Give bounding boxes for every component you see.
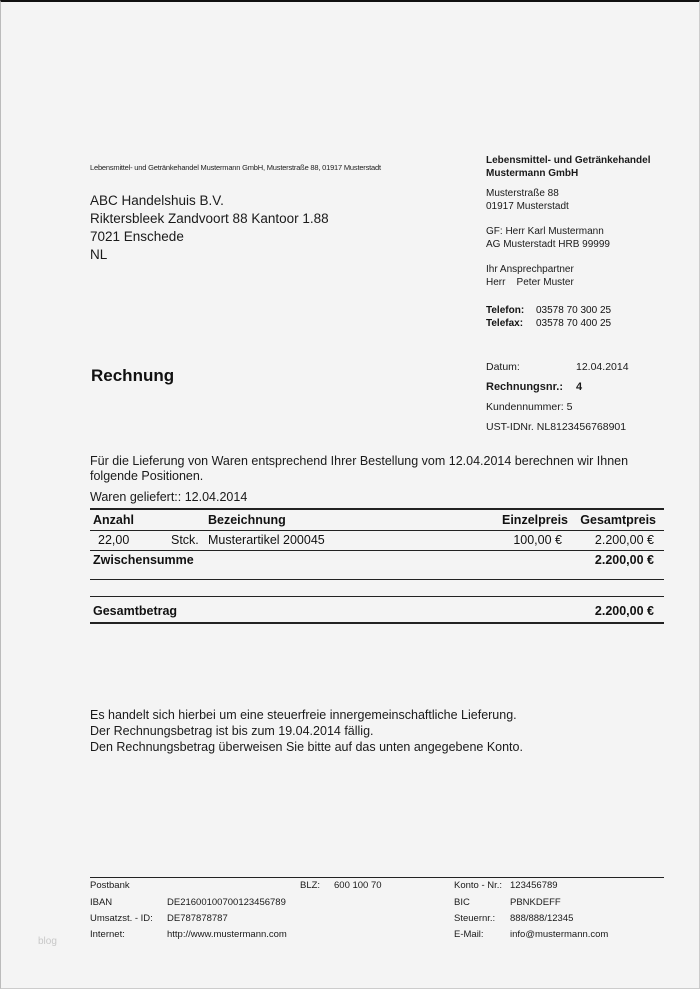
sender-return-address: Lebensmittel- und Getränkehandel Mustermann GmbH, Musterstraße 88, 01917 Musterstadt	[90, 163, 381, 172]
contact-label: Ihr Ansprechpartner	[486, 264, 574, 275]
email-label: E-Mail:	[454, 929, 484, 940]
fax-number: 03578 70 400 25	[536, 318, 612, 329]
taxno-label: Steuernr.:	[454, 913, 496, 924]
taxno-value: 888/888/12345	[510, 913, 574, 924]
company-register: AG Musterstadt HRB 99999	[486, 238, 610, 250]
note-payment: Den Rechnungsbetrag überweisen Sie bitte auf das unten angegebene Konto.	[90, 740, 523, 754]
invoice-date: 12.04.2014	[576, 361, 629, 373]
company-city: 01917 Musterstadt	[486, 200, 569, 212]
subtotal-value: 2.200,00 €	[594, 553, 654, 567]
total-value: 2.200,00 €	[594, 604, 654, 618]
header-total-price: Gesamtpreis	[580, 513, 656, 527]
vat-id: NL8123456768901	[536, 421, 627, 433]
vat-id-label: UST-IDNr.	[486, 421, 534, 433]
total-bottom-rule	[90, 622, 664, 624]
recipient-street: Riktersbleek Zandvoort 88 Kantoor 1.88	[90, 211, 329, 226]
bic-value: PBNKDEFF	[510, 897, 561, 908]
header-qty: Anzahl	[93, 513, 134, 527]
row-description: Musterartikel 200045	[208, 533, 325, 547]
recipient-name: ABC Handelshuis B.V.	[90, 193, 224, 208]
blz-value: 600 100 70	[334, 880, 382, 891]
row-unit: Stck.	[171, 533, 199, 547]
note-tax-free: Es handelt sich hierbei um eine steuerfreie innergemeinschaftliche Lieferung.	[90, 708, 517, 722]
email-link[interactable]: info@mustermann.com	[510, 929, 609, 940]
row-total-price: 2.200,00 €	[594, 533, 654, 547]
fax-label: Telefax:	[486, 318, 524, 329]
invoice-number-label: Rechnungsnr.:	[486, 381, 564, 393]
row-unit-price: 100,00 €	[513, 533, 562, 547]
internet-link[interactable]: http://www.mustermann.com	[167, 929, 287, 940]
company-street: Musterstraße 88	[486, 188, 559, 199]
note-due-date: Der Rechnungsbetrag ist bis zum 19.04.2014 fällig.	[90, 724, 374, 738]
phone-label: Telefon:	[486, 305, 525, 316]
header-unit-price: Einzelpreis	[502, 513, 568, 527]
blz-label: BLZ:	[300, 880, 321, 891]
watermark: blog	[38, 936, 57, 947]
footer-rule	[90, 877, 664, 878]
bank-name: Postbank	[90, 880, 130, 891]
company-gf: GF: Herr Karl Mustermann	[486, 226, 604, 237]
phone-fax	[486, 304, 611, 330]
delivery-date-text: Waren geliefert:: 12.04.2014	[90, 490, 248, 504]
iban-value: DE21600100700123456789	[167, 897, 286, 908]
company-name-line1: Lebensmittel- und Getränkehandel	[486, 155, 651, 166]
total-top-rule	[90, 596, 664, 597]
row-rule	[90, 550, 664, 551]
vatid-label: Umsatzst. - ID:	[90, 913, 153, 924]
internet-label: Internet:	[90, 929, 125, 940]
customer-number-label: Kundennummer:	[486, 401, 564, 413]
recipient-country: NL	[90, 247, 108, 262]
phone-number: 03578 70 300 25	[536, 305, 612, 316]
invoice-meta	[486, 360, 629, 440]
page-title: Rechnung	[91, 366, 175, 385]
notes	[90, 707, 523, 755]
iban-label: IBAN	[90, 897, 113, 908]
recipient-city: 7021 Enschede	[90, 229, 184, 244]
bic-label: BIC	[454, 897, 470, 908]
vatid-value: DE787878787	[167, 913, 228, 924]
account-value: 123456789	[510, 880, 558, 891]
subtotal-label: Zwischensumme	[93, 553, 194, 567]
account-label: Konto - Nr.:	[454, 880, 503, 891]
company-info	[486, 155, 650, 289]
invoice-number: 4	[576, 381, 583, 393]
total-label: Gesamtbetrag	[93, 604, 178, 618]
table-top-rule	[90, 508, 664, 510]
contact-name: Herr Peter Muster	[486, 276, 574, 288]
row-qty: 22,00	[98, 533, 130, 547]
header-rule	[90, 530, 664, 531]
company-name-line2: Mustermann GmbH	[486, 167, 579, 179]
subtotal-rule	[90, 579, 664, 580]
header-description: Bezeichnung	[208, 513, 286, 527]
date-label: Datum:	[486, 361, 520, 373]
intro-text: Für die Lieferung von Waren entsprechend Ihrer Bestellung vom 12.04.2014 berechnen wir Ihnen folgende Positionen.	[90, 454, 629, 483]
customer-number: 5	[566, 401, 573, 413]
recipient-address	[90, 192, 329, 264]
